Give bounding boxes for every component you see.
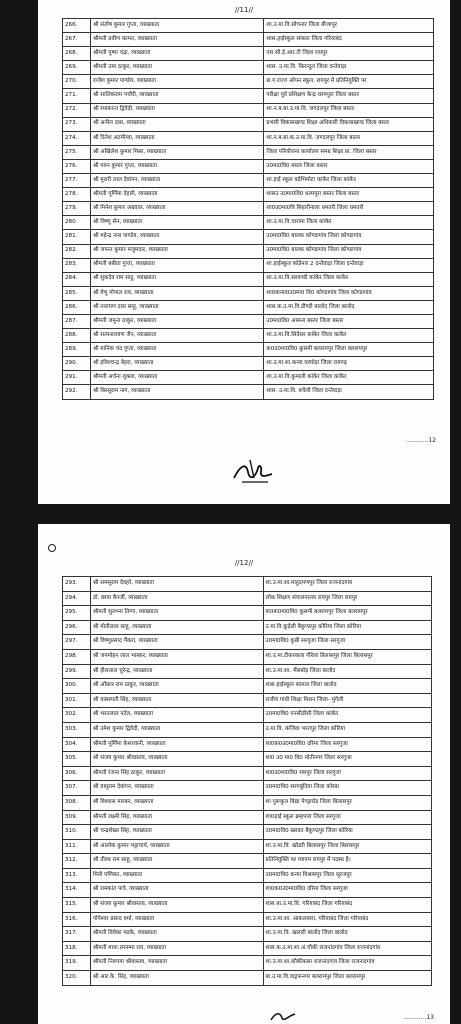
table-row bbox=[63, 927, 432, 942]
posting-place: प्रतिनियुक्ति पर व्यापम रायपुर में पदस्थ है। bbox=[263, 854, 431, 869]
posting-place: शा.उ.मा.शा. आकलवारा, गरियाबंद जिला गरियाबंद bbox=[263, 912, 431, 927]
table-row bbox=[63, 117, 434, 131]
row-number: 278. bbox=[63, 188, 91, 202]
row-number: 309. bbox=[63, 810, 91, 825]
employee-name: श्री आर.के. सिंह, व्याख्याता bbox=[91, 971, 264, 986]
employee-name: श्रीमती सुलभ्ना तिग्गा, व्याख्याता bbox=[91, 606, 264, 621]
employee-name: श्री मिनेश कुमार अग्रवाल, व्याख्याता bbox=[91, 202, 264, 216]
table-row bbox=[63, 591, 432, 606]
posting-place: क0क0मा0वि0 कुसमी बलरामपुर जिला बलरामपुर bbox=[263, 606, 431, 621]
employee-name: श्रीमती विवेका मडके, व्याख्याता bbox=[91, 927, 264, 942]
employee-name: श्रीमती पूर्णिमा केशरवानी, व्याख्याता bbox=[91, 737, 264, 752]
posting-place: शा.हाई स्कूल बदेभिमोटा कांकेर जिला कांकेर bbox=[264, 174, 434, 188]
posting-place: शास. उ.मा.वि. बचेली जिला दन्तेवाड़ा bbox=[264, 385, 434, 399]
employee-name: श्रीमती रंजना सिंह ठाकुर, व्याख्याता bbox=[91, 766, 264, 781]
employee-name: श्री विश्वास मारबन, व्याख्याता bbox=[91, 795, 264, 810]
row-number: 307. bbox=[63, 781, 91, 796]
row-number: 314. bbox=[63, 883, 91, 898]
posting-place: उ0मा0वि0 बालक कोण्डागांव जिला कोण्डागांव bbox=[264, 230, 434, 244]
table-row bbox=[63, 971, 432, 986]
row-number: 300. bbox=[63, 679, 91, 694]
employee-name: श्री संतोष कुमार गुप्ता, व्याख्याता bbox=[91, 19, 264, 33]
employee-name: श्री सालिकराम पचौरी, व्याख्याता bbox=[91, 89, 264, 103]
posting-place: क0उ0मा0वि0 कुसमी बलरामपुर जिला बलरामपुर bbox=[264, 343, 434, 357]
row-number: 293. bbox=[63, 577, 91, 592]
employee-name: श्री समसूराम देवहरे, व्याख्याता bbox=[91, 577, 264, 592]
posting-place: शा.उ.मा.वि.सोचनार जिला बीजापुर bbox=[264, 19, 434, 33]
row-number: 302. bbox=[63, 708, 91, 723]
posting-place: शा.उ.मा.टीकरकला गौरेला बिलासपुर जिला बिलासपुर bbox=[263, 649, 431, 664]
row-number: 271. bbox=[63, 89, 91, 103]
posting-place: उ0मा0वि0 बस्तर जिला बस्तर bbox=[264, 159, 434, 173]
posting-place: शास. उ.मा.वि. किरन्दुल जिला दन्तेवाड़ा bbox=[264, 61, 434, 75]
employee-name: श्रीमती जमुना ठाकुर, व्याख्याता bbox=[91, 314, 264, 328]
row-number: 306. bbox=[63, 766, 91, 781]
employee-name: श्रीमती बबीता गुप्ता, व्याख्याता bbox=[91, 258, 264, 272]
row-number: 280. bbox=[63, 216, 91, 230]
posting-place: छ.ग.राज्य ओपन स्कूल, रायपुर में प्रतिनियुक्ति पर bbox=[264, 75, 434, 89]
row-number: 295. bbox=[63, 606, 91, 621]
posting-place: शासउ उ0मा0वि0 धरमपुरा बस्तर जिला बस्तर bbox=[264, 188, 434, 202]
employee-name: श्री मुरारी लाल देवांगन, व्याख्याता bbox=[91, 174, 264, 188]
posting-place: शा.उ.मा.वि.सरवण्डी कांकेर जिला कांकेर bbox=[264, 272, 434, 286]
row-number: 317. bbox=[63, 927, 91, 942]
employee-name: राजेश कुमार पाण्डेय, व्याख्याता bbox=[91, 75, 264, 89]
row-number: 304. bbox=[63, 737, 91, 752]
employee-name: श्री सत्यनारायण जैन, व्याख्याता bbox=[91, 329, 264, 343]
table-row bbox=[63, 343, 434, 357]
table-row bbox=[63, 19, 434, 33]
row-number: 310. bbox=[63, 825, 91, 840]
employee-name: श्री रमाकान्त द्विवेदी, व्याख्याता bbox=[91, 103, 264, 117]
posting-place: शा0कन्या0उ0मा0 वि0 कोण्डागांव जिला कोण्डागांव bbox=[264, 286, 434, 300]
table-row bbox=[63, 693, 432, 708]
posting-place: उ.मा.वि. कंजिया भरतपुर जिला कोरिया bbox=[263, 722, 431, 737]
row-number: 292. bbox=[63, 385, 91, 399]
row-number: 272. bbox=[63, 103, 91, 117]
staff-list-table bbox=[62, 18, 434, 400]
posting-place: शा0 उ0 मा0 वि0 मोतीनगर जिला सरगुजा bbox=[263, 752, 431, 767]
posting-place: जिला परियोजना कार्यालय समग्र शिक्षा प्रा. जिला बस्तर bbox=[264, 145, 434, 159]
employee-name: श्री अनील दास, व्याख्याता bbox=[91, 117, 264, 131]
posting-place: शा.उ.मा.वि.कुमाली कांकेर जिला कांकेर bbox=[264, 371, 434, 385]
posting-place: शा.उ.मा.शा.कौकीकसा राजनांदगांव जिला राजनांदगांव bbox=[263, 956, 431, 971]
row-number: 299. bbox=[63, 664, 91, 679]
posting-place: परीक्षा पूर्व प्रशिक्षण केन्द्र धरमपुरा जिला बस्तर bbox=[264, 89, 434, 103]
table-row bbox=[63, 781, 432, 796]
row-number: 273. bbox=[63, 117, 91, 131]
posting-place: शा0उ0मा0वि सिहारीनाला धमतरी जिला धमतरी bbox=[264, 202, 434, 216]
row-number: 275. bbox=[63, 145, 91, 159]
employee-name: श्री विष्णुप्रसाद पैंकरा, व्याख्याता bbox=[91, 635, 264, 650]
employee-name: श्री वासस्पती सिंह, व्याख्याता bbox=[91, 693, 264, 708]
posting-place: शा.उ.मा.शा. भैंसबोड़ जिला बालोद bbox=[263, 664, 431, 679]
employee-name: श्री विष्णु सेन, व्याख्याता bbox=[91, 216, 264, 230]
employee-name: श्री मोतीलाल साहू, व्याख्याता bbox=[91, 620, 264, 635]
posting-place: शा0उ0मा0वि0 रामपुर जिला सरगुजा bbox=[263, 766, 431, 781]
employee-name: श्रीमती निरुपमा श्रीवास्तव, व्याख्याता bbox=[91, 956, 264, 971]
staff-list-table bbox=[62, 576, 432, 986]
employee-name: श्री बिरसूराम नाग, व्याख्याता bbox=[91, 385, 264, 399]
employee-name: श्री जयन्त कुमार मजुमदार, व्याख्याता bbox=[91, 244, 264, 258]
posting-place: उ0मा0वि0 आसना बस्तर जिला बस्तर bbox=[264, 314, 434, 328]
table-row bbox=[63, 825, 432, 840]
posting-place: लोक शिक्षण संचालनालय रायपुर जिला रायपुर bbox=[263, 591, 431, 606]
employee-name: श्रीमती पुष्पा चंद्रा, व्याख्याता bbox=[91, 47, 264, 61]
employee-name: श्री हीरालाल चुरेन्द्र, व्याख्याता bbox=[91, 664, 264, 679]
table-row bbox=[63, 722, 432, 737]
employee-name: श्रीमती उमा ठाकुर, व्याख्याता bbox=[91, 61, 264, 75]
table-row bbox=[63, 174, 434, 188]
posting-place: शास.क.उ.मा.वि.डौण्डी बालोद जिला बालोद bbox=[264, 300, 434, 314]
row-number: 288. bbox=[63, 329, 91, 343]
posting-place: शा0हाई स्कूल ब्रम्हपारा जिला सरगुजा bbox=[263, 810, 431, 825]
table-row bbox=[63, 371, 434, 385]
continued-marker: ............12 bbox=[405, 437, 436, 444]
table-row bbox=[63, 272, 434, 286]
employee-name: श्रीमती लक्ष्मी सिंह, व्याख्याता bbox=[91, 810, 264, 825]
document-page-12 bbox=[38, 524, 450, 1024]
row-number: 284. bbox=[63, 272, 91, 286]
posting-place: राजीव गांधी शिक्षा मिशन जिला- मुंगेली bbox=[263, 693, 431, 708]
posting-place: उ0मा0वि0 एनसीडीसी जिला कांकेर bbox=[263, 708, 431, 723]
table-row bbox=[63, 258, 434, 272]
employee-name: श्री उमेश कुमार द्विवेदी, व्याख्याता bbox=[91, 722, 264, 737]
posting-place: एस.सी.ई.आर.टी जिला रायपुर bbox=[264, 47, 434, 61]
table-row bbox=[63, 188, 434, 202]
table-row bbox=[63, 286, 434, 300]
row-number: 266. bbox=[63, 19, 91, 33]
employee-name: श्री वेणु गोपाल राव, व्याख्याता bbox=[91, 286, 264, 300]
posting-place: शा.उ.मा.वि.सिदेसर कांकेर जिला कांकेर bbox=[264, 329, 434, 343]
employee-name: श्री भरतलाल पटेल, व्याख्याता bbox=[91, 708, 264, 723]
table-row bbox=[63, 216, 434, 230]
continued-marker: ............13 bbox=[403, 1014, 434, 1021]
row-number: 297. bbox=[63, 635, 91, 650]
table-row bbox=[63, 898, 432, 913]
table-row bbox=[63, 61, 434, 75]
employee-name: श्रीमती पूर्णिमा देहारी, व्याख्याता bbox=[91, 188, 264, 202]
posting-place: उ0मा0वि0 बालक कोण्डागांव जिला कोण्डागांव bbox=[264, 244, 434, 258]
row-number: 279. bbox=[63, 202, 91, 216]
table-row bbox=[63, 635, 432, 650]
posting-place: शा.न.ब.बा.उ.मा.वि. जगदलपुर जिला बस्तर bbox=[264, 103, 434, 117]
table-row bbox=[63, 679, 432, 694]
posting-place: शा.उ.मा.वि. खलारी बालोद जिला बालोद bbox=[263, 927, 431, 942]
table-row bbox=[63, 795, 432, 810]
posting-place: शा0क0उ0मा0वि0 दरिमा जिला सरगुजा bbox=[263, 737, 431, 752]
row-number: 298. bbox=[63, 649, 91, 664]
employee-name: श्रीमती माया.रमनम्मा राव, व्याख्याता bbox=[91, 941, 264, 956]
table-row bbox=[63, 956, 432, 971]
employee-name: श्री जगमोहन लाल भास्कर, व्याख्याता bbox=[91, 649, 264, 664]
posting-place: उ0मा0वि0 कुन्नी सरगुजा जिला सरगुजा bbox=[263, 635, 431, 650]
row-number: 268. bbox=[63, 47, 91, 61]
table-row bbox=[63, 33, 434, 47]
table-row bbox=[63, 230, 434, 244]
row-number: 286. bbox=[63, 300, 91, 314]
row-number: 320. bbox=[63, 971, 91, 986]
employee-name: श्री नारायण दास साहू, व्याख्याता bbox=[91, 300, 264, 314]
row-number: 267. bbox=[63, 33, 91, 47]
table-row bbox=[63, 357, 434, 371]
table-row bbox=[63, 752, 432, 767]
table-row bbox=[63, 103, 434, 117]
employee-name: श्री महेन्द्र नाथ पाण्डेय, व्याख्याता bbox=[91, 230, 264, 244]
posting-place: शा.उ.मा.शा.कन्या घरघोड़ा जिला रायगढ़ bbox=[264, 357, 434, 371]
employee-name: श्री अखिलेश कुमार मिश्रा, व्याख्याता bbox=[91, 145, 264, 159]
employee-name: श्री चन्द्रशेखर सिंह, व्याख्याता bbox=[91, 825, 264, 840]
employee-name: श्री सुकदेव राम साहू, व्याख्याता bbox=[91, 272, 264, 286]
posting-place: शा गुरूकुल विद्या पेण्ड्रारोड जिला बिलासपुर bbox=[263, 795, 431, 810]
page-number: //12// bbox=[234, 559, 254, 567]
row-number: 270. bbox=[63, 75, 91, 89]
row-number: 311. bbox=[63, 839, 91, 854]
posting-place: शा.उ.मा.शा.माहुदमणपुर जिला राजनांदगांव bbox=[263, 577, 431, 592]
table-row bbox=[63, 620, 432, 635]
posting-place: शास.हाईस्कूल सांकरा जिला गरियाबंद bbox=[264, 33, 434, 47]
table-row bbox=[63, 708, 432, 723]
row-number: 318. bbox=[63, 941, 91, 956]
table-row bbox=[63, 385, 434, 399]
employee-name: श्री हरिशचन्द्र बेहरा, व्याख्याता bbox=[91, 357, 264, 371]
employee-name: श्री संजय कुमार श्रीवास्तव, व्याख्याता bbox=[91, 898, 264, 913]
table-row bbox=[63, 89, 434, 103]
row-number: 283. bbox=[63, 258, 91, 272]
employee-name: श्री यामुराम देवांगन, व्याख्याता bbox=[91, 781, 264, 796]
table-row bbox=[63, 606, 432, 621]
row-number: 274. bbox=[63, 131, 91, 145]
table-row bbox=[63, 854, 432, 869]
posting-place: बा.उ.मा.वि.वाड्रफनगर बलरामपुर जिला बलरामपुर bbox=[263, 971, 431, 986]
row-number: 308. bbox=[63, 795, 91, 810]
row-number: 281. bbox=[63, 230, 91, 244]
employee-name: श्री संजय कुमार श्रीवास्तव, व्याख्याता bbox=[91, 752, 264, 767]
posting-place: शा.उ.मा.वि. खोडरी बिलासपुर जिला बिलासपुर bbox=[263, 839, 431, 854]
table-row bbox=[63, 649, 432, 664]
table-row bbox=[63, 47, 434, 61]
employee-name: श्रीमती प्रवीण कामत, व्याख्याता bbox=[91, 33, 264, 47]
posting-place: शास.हाईस्कूल कामता जिला बालोद bbox=[263, 679, 431, 694]
posting-place: शा.हाईस्कूल कोडेनार 2 दन्तेवाड़ा जिला दन्तेवाड़ा bbox=[264, 258, 434, 272]
table-row bbox=[63, 883, 432, 898]
row-number: 319. bbox=[63, 956, 91, 971]
row-number: 269. bbox=[63, 61, 91, 75]
employee-name: श्री तीरथ राम साहू, व्याख्याता bbox=[91, 854, 264, 869]
row-number: 285. bbox=[63, 286, 91, 300]
table-row bbox=[63, 664, 432, 679]
row-number: 287. bbox=[63, 314, 91, 328]
employee-name: श्री पवन कुमार गुप्ता, व्याख्याता bbox=[91, 159, 264, 173]
employee-name: श्री मानिक चंद गुप्ता, व्याख्याता bbox=[91, 343, 264, 357]
posting-place: प्रभारी विकासखण्ड शिक्षा अधिकारी विकासखण्ड जिला बस्तर bbox=[264, 117, 434, 131]
table-row bbox=[63, 75, 434, 89]
row-number: 291. bbox=[63, 371, 91, 385]
posting-place: शास.क.उ.मा.शा.अं.चौकी राजनांदगांव जिला राजनांदगांव bbox=[263, 941, 431, 956]
employee-name: श्री दिनेश अटमीय्या, व्याख्याता bbox=[91, 131, 264, 145]
table-row bbox=[63, 839, 432, 854]
table-row bbox=[63, 737, 432, 752]
table-row bbox=[63, 868, 432, 883]
row-number: 305. bbox=[63, 752, 91, 767]
employee-name: श्री आलोक कुमार भट्टाचार्य, व्याख्याता bbox=[91, 839, 264, 854]
table-row bbox=[63, 314, 434, 328]
employee-name: गोपेश्वर प्रसाद वर्मा, व्याख्याता bbox=[91, 912, 264, 927]
row-number: 315. bbox=[63, 898, 91, 913]
page-number: //11// bbox=[234, 6, 254, 14]
row-number: 294. bbox=[63, 591, 91, 606]
posting-place: शा.न.ब.बा.क.उ.मा.वि. जगदलपुर जिला बस्तर bbox=[264, 131, 434, 145]
row-number: 276. bbox=[63, 159, 91, 173]
row-number: 296. bbox=[63, 620, 91, 635]
row-number: 289. bbox=[63, 343, 91, 357]
posting-place: उ0मा0वि0 कन्या विश्रामपुर जिला सूरजपुर bbox=[263, 868, 431, 883]
table-row bbox=[63, 810, 432, 825]
employee-name: डॉ. छाया बैनर्जी, व्याख्याता bbox=[91, 591, 264, 606]
row-number: 303. bbox=[63, 722, 91, 737]
table-row bbox=[63, 202, 434, 216]
table-row bbox=[63, 300, 434, 314]
table-row bbox=[63, 766, 432, 781]
table-row bbox=[63, 941, 432, 956]
posting-place: उ0मा0वि0 सरगबुंदिया जिला कोरबा bbox=[263, 781, 431, 796]
table-row bbox=[63, 131, 434, 145]
hole-punch-mark bbox=[48, 544, 56, 552]
row-number: 277. bbox=[63, 174, 91, 188]
posting-place: उ0मा0वि0 खरवत बैकुण्ठपुर जिला कोरिया bbox=[263, 825, 431, 840]
table-row bbox=[63, 159, 434, 173]
row-number: 312. bbox=[63, 854, 91, 869]
posting-place: उ.मा.वि.कुड़ेली बैकुण्ठपुर कोरिया जिला कोरिया bbox=[263, 620, 431, 635]
employee-name: श्री रामकांत पात्रे, व्याख्याता bbox=[91, 883, 264, 898]
table-row bbox=[63, 912, 432, 927]
row-number: 301. bbox=[63, 693, 91, 708]
table-row bbox=[63, 145, 434, 159]
signature-icon bbox=[228, 452, 276, 488]
employee-name: श्रीमती अर्चना शुक्ला, व्याख्याता bbox=[91, 371, 264, 385]
posting-place: शा0क0उ0मा0वि0 दरिमा जिला सरगुजा bbox=[263, 883, 431, 898]
table-row bbox=[63, 329, 434, 343]
row-number: 282. bbox=[63, 244, 91, 258]
document-page-11 bbox=[38, 0, 450, 504]
employee-name: मिनी पणिकर, व्याख्याता bbox=[91, 868, 264, 883]
signature-icon bbox=[268, 1008, 298, 1024]
row-number: 290. bbox=[63, 357, 91, 371]
row-number: 316. bbox=[63, 912, 91, 927]
table-row bbox=[63, 577, 432, 592]
table-row bbox=[63, 244, 434, 258]
employee-name: श्री ओंकार राम ठाकुर, व्याख्याता bbox=[91, 679, 264, 694]
row-number: 313. bbox=[63, 868, 91, 883]
posting-place: शा.उ.मा.वि.चारामा जिला कांकेर bbox=[264, 216, 434, 230]
posting-place: शास.बा.उ.मा.वि. गरियाबंद जिला गरियाबंद bbox=[263, 898, 431, 913]
